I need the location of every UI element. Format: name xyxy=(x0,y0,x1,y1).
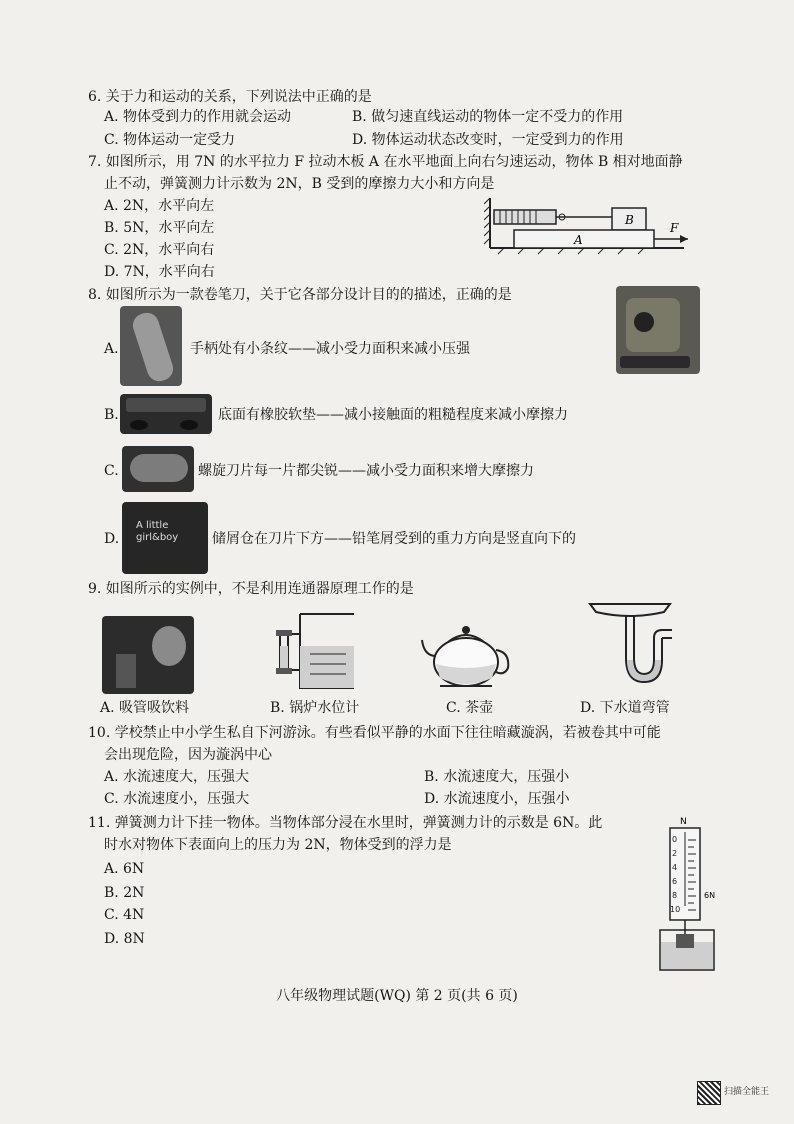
tick-4: 4 xyxy=(672,863,678,872)
q7-option-a: A. 2N，水平向左 xyxy=(104,198,215,214)
q10-stem-line1: 10. 学校禁止中小学生私自下河游泳。有些看似平静的水面下往往暗藏漩涡，若被卷其中可能 xyxy=(88,725,661,741)
block-b-label: B xyxy=(625,213,634,227)
q11-option-d: D. 8N xyxy=(104,931,145,947)
q9-option-b: B. 锅炉水位计 xyxy=(270,700,360,716)
tick-2: 2 xyxy=(672,849,678,858)
scanner-watermark: 扫描全能王 xyxy=(724,1087,770,1097)
q11-stem-line1: 11. 弹簧测力计下挂一物体。当物体部分浸在水里时，弹簧测力计的示数是 6N。此 xyxy=(88,815,603,831)
spring-scale xyxy=(494,210,556,224)
q8-option-d: 储屑仓在刀片下方——铅笔屑受到的重力方向是竖直向下的 xyxy=(212,531,576,547)
page-footer: 八年级物理试题(WQ) 第 2 页(共 6 页) xyxy=(276,988,518,1004)
blade-photo xyxy=(122,446,194,492)
tick-0: 0 xyxy=(672,835,678,844)
q8-option-c-letter: C. xyxy=(104,463,119,479)
q7-option-d: D. 7N，水平向右 xyxy=(104,264,215,280)
tick-8: 8 xyxy=(672,891,678,900)
rubber-pad-photo xyxy=(120,394,212,434)
q8-option-b: 底面有橡胶软垫——减小接触面的粗糙程度来减小摩擦力 xyxy=(218,407,568,423)
board-a-label: A xyxy=(574,233,583,247)
board-a xyxy=(514,230,654,248)
q9-option-d: D. 下水道弯管 xyxy=(580,700,670,716)
tick-6: 6 xyxy=(672,877,678,886)
q9-stem: 9. 如图所示的实例中，不是利用连通器原理工作的是 xyxy=(88,581,414,597)
newton-unit: N xyxy=(680,817,687,827)
q7-option-b: B. 5N，水平向左 xyxy=(104,220,215,236)
q8-option-b-letter: B. xyxy=(104,407,119,423)
q6-option-c: C. 物体运动一定受力 xyxy=(104,132,236,148)
q10-option-c: C. 水流速度小，压强大 xyxy=(104,791,250,807)
drain-trap-diagram xyxy=(586,598,674,690)
straw-drink-photo xyxy=(102,616,194,694)
q6-option-a: A. 物体受到力的作用就会运动 xyxy=(104,109,292,125)
q9-option-c: C. 茶壶 xyxy=(446,700,494,716)
q11-option-c: C. 4N xyxy=(104,907,145,923)
q8-option-c: 螺旋刀片每一片都尖锐——减小受力面积来增大摩擦力 xyxy=(198,463,534,479)
q6-option-b: B. 做匀速直线运动的物体一定不受力的作用 xyxy=(352,109,624,125)
q6-stem: 6. 关于力和运动的关系，下列说法中正确的是 xyxy=(88,89,372,105)
q10-option-b: B. 水流速度大，压强小 xyxy=(424,769,570,785)
q11-option-b: B. 2N xyxy=(104,885,145,901)
q10-option-a: A. 水流速度大，压强大 xyxy=(104,769,250,785)
q8-option-a: 手柄处有小条纹——减小受力面积来减小压强 xyxy=(190,341,470,357)
shavings-bin-photo xyxy=(122,502,208,574)
tick-10: 10 xyxy=(670,905,681,914)
q7-stem-line1: 7. 如图所示，用 7N 的水平拉力 F 拉动木板 A 在水平地面上向右匀速运动，物体 B 相对地面静 xyxy=(88,154,683,170)
q7-stem-line2: 止不动，弹簧测力计示数为 2N，B 受到的摩擦力大小和方向是 xyxy=(104,176,495,192)
q6-option-d: D. 物体运动状态改变时，一定受到力的作用 xyxy=(352,132,624,148)
q10-stem-line2: 会出现危险，因为漩涡中心 xyxy=(104,747,272,763)
q8-stem: 8. 如图所示为一款卷笔刀，关于它各部分设计目的的描述，正确的是 xyxy=(88,287,512,303)
q11-stem-line2: 时水对物体下表面向上的压力为 2N，物体受到的浮力是 xyxy=(104,837,452,853)
q11-option-a: A. 6N xyxy=(104,861,145,877)
reading-label: 6N xyxy=(704,891,716,900)
qr-code-icon xyxy=(697,1081,721,1105)
boiler-gauge-diagram xyxy=(270,608,356,690)
force-f-label: F xyxy=(670,221,679,235)
teapot-diagram xyxy=(420,616,512,692)
q9-option-a: A. 吸管吸饮料 xyxy=(100,700,190,716)
sharpener-photo xyxy=(616,286,700,374)
hanging-object xyxy=(676,934,694,948)
q7-option-c: C. 2N，水平向右 xyxy=(104,242,215,258)
handle-photo xyxy=(120,306,182,386)
q8-option-a-letter: A. xyxy=(104,341,119,357)
spring-balance-diagram xyxy=(656,814,718,974)
bin-label: A little girl&boy xyxy=(136,520,179,543)
q8-option-d-letter: D. xyxy=(104,531,120,547)
q7-diagram xyxy=(484,196,696,258)
q10-option-d: D. 水流速度小，压强小 xyxy=(424,791,570,807)
